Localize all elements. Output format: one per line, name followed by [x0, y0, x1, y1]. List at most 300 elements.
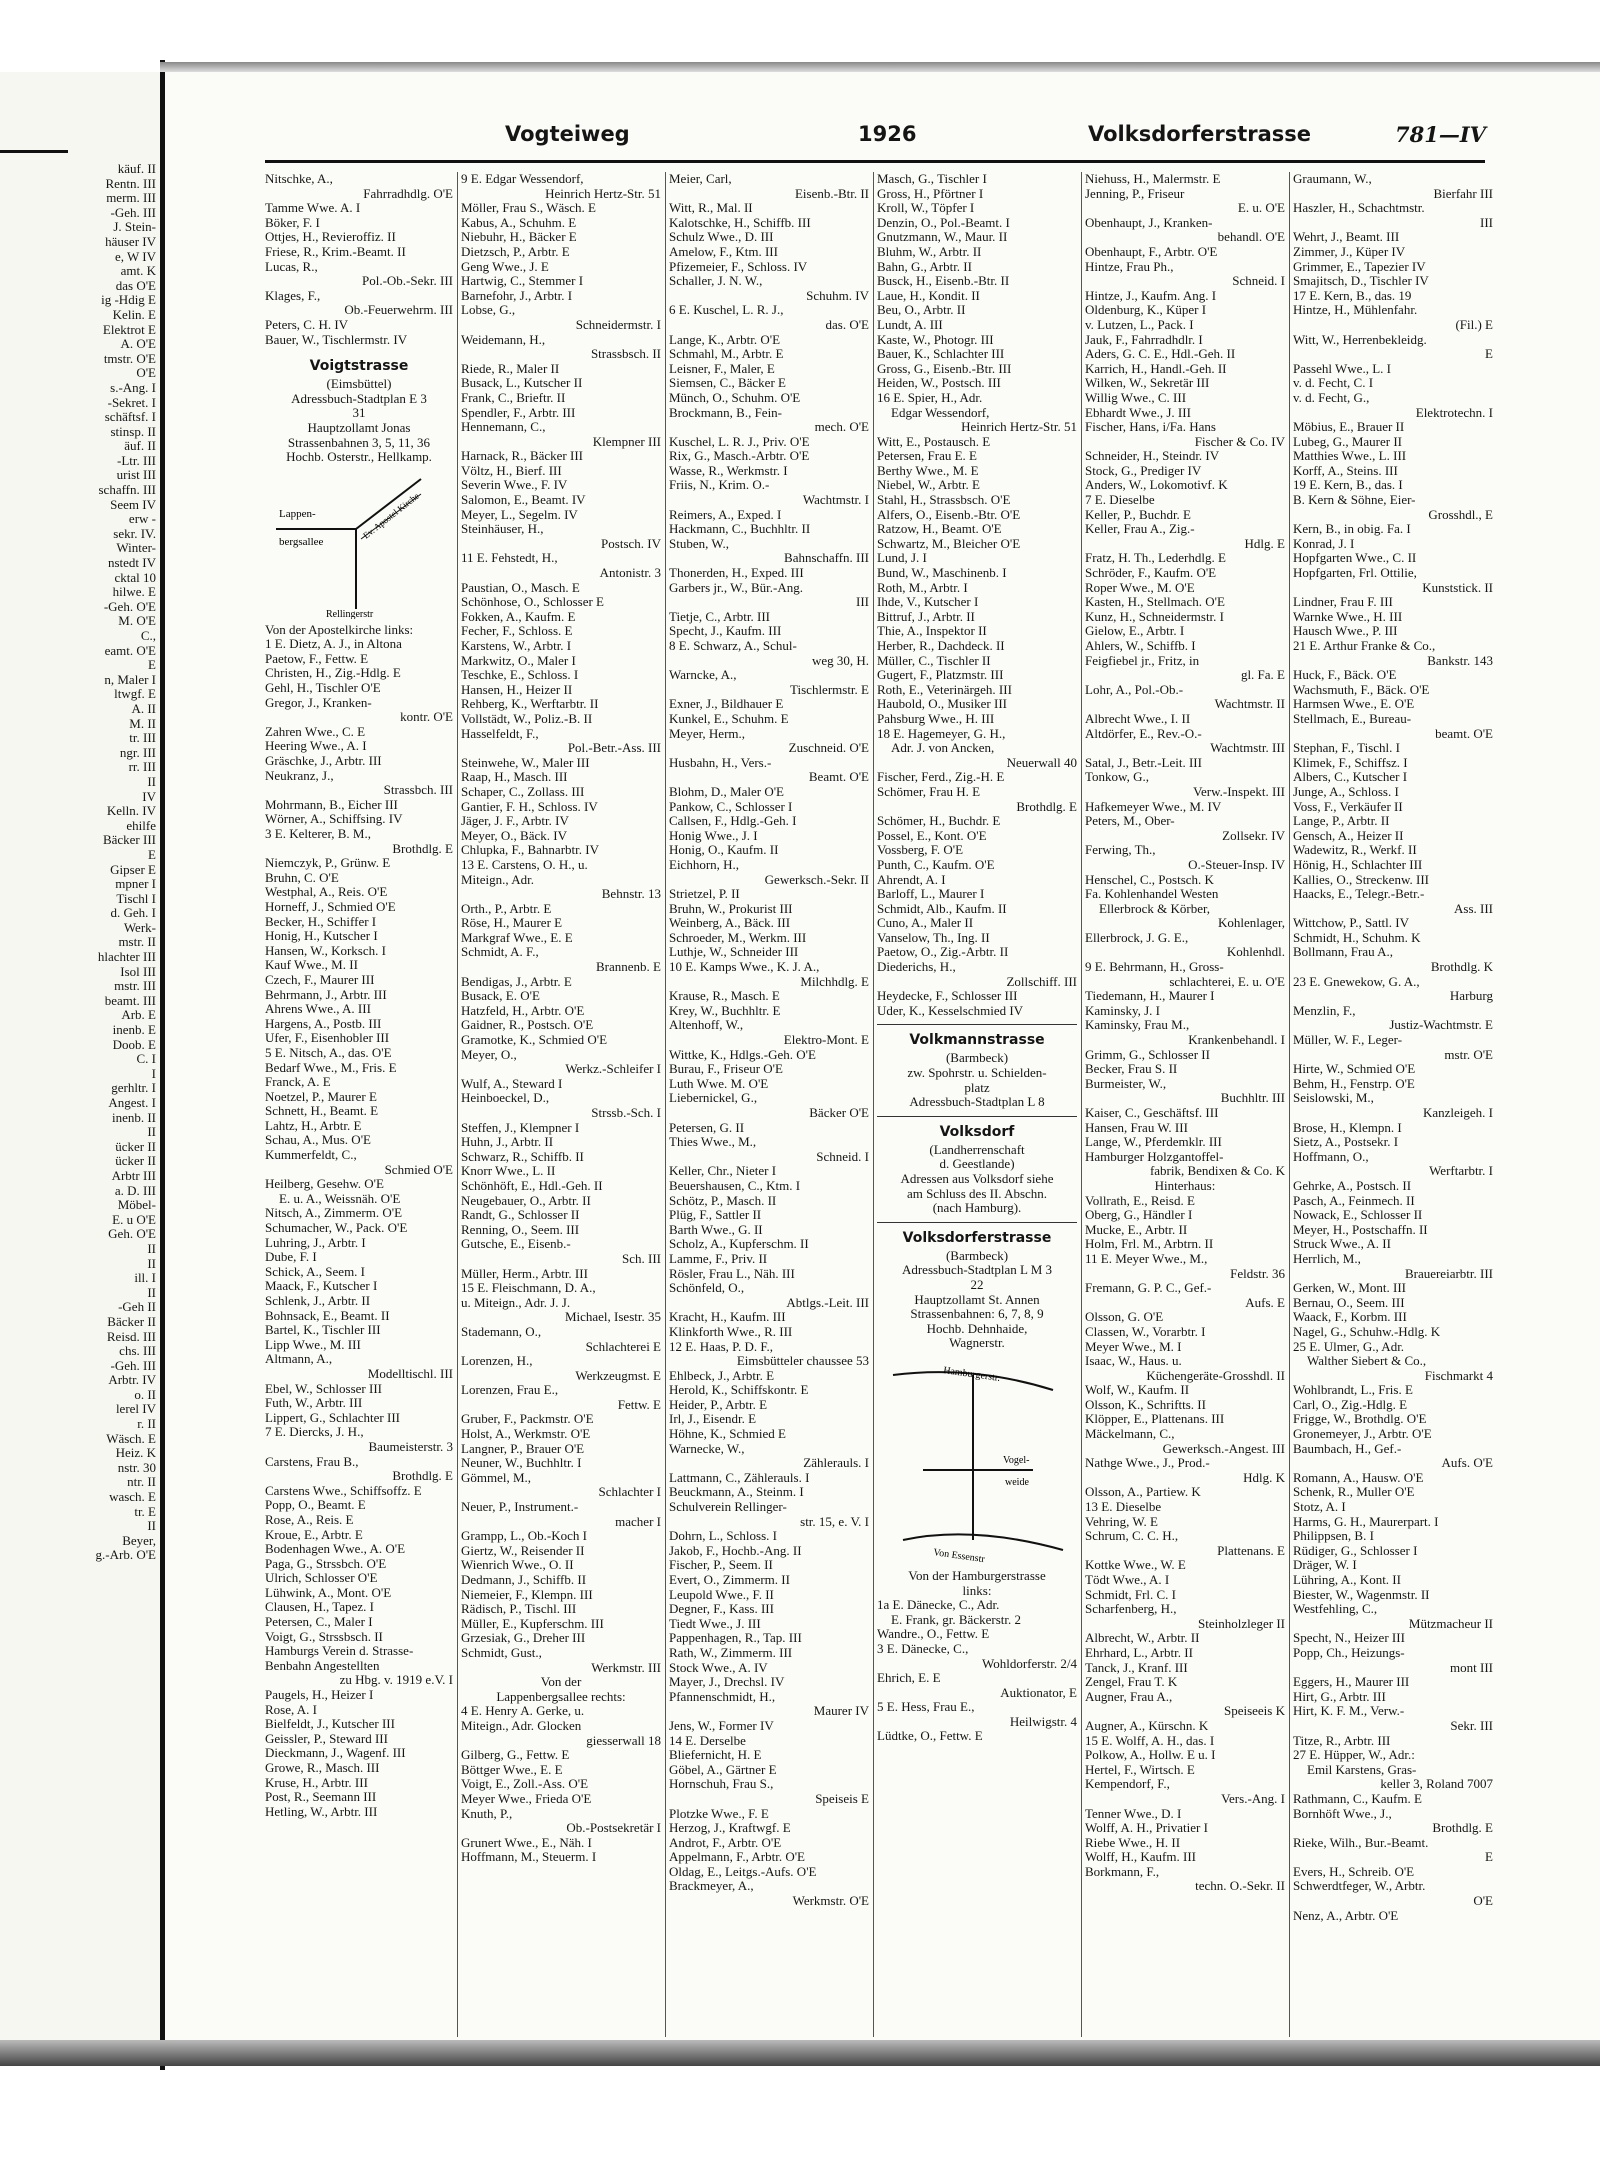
street-info-line: am Schluss des II. Abschn.: [906, 1186, 1048, 1201]
street-info-line: Hochb. Osterstr., Hellkamp.: [286, 450, 432, 465]
directory-entry-line: Müller, W. F., Leger-: [1293, 1033, 1403, 1048]
fragment-line: II: [147, 1240, 156, 1256]
directory-entry-line: Wörner, A., Schiffsing. IV: [265, 812, 403, 827]
fragment-line: tmstr. O'E: [103, 350, 156, 366]
directory-entry-line: Bollmann, Frau A.,: [1293, 945, 1394, 960]
directory-entry-line: Klinkforth Wwe., R. III: [669, 1324, 793, 1339]
fragment-line: -Sekret. I: [107, 394, 156, 410]
directory-entry-line: Rieke, Wilh., Bur.-Beamt.: [1293, 1835, 1429, 1850]
directory-entry-line: Werkzeugmst. E: [575, 1368, 661, 1383]
directory-entry-line: Brauereiarbtr. III: [1404, 1266, 1493, 1281]
map-label-bottom: Von Essenstr: [932, 1547, 986, 1565]
directory-entry-line: Verw.-Inspekt. III: [1193, 784, 1285, 799]
directory-entry-line: Lühwink, A., Mont. O'E: [265, 1585, 392, 1600]
directory-entry-line: Tanck, J., Kranf. III: [1085, 1660, 1188, 1675]
directory-entry-line: Romann, A., Hausw. O'E: [1293, 1470, 1424, 1485]
street-info-line: Strassenbahnen: 6, 7, 8, 9: [910, 1307, 1044, 1322]
directory-entry-line: Brockmann, B., Fein-: [669, 405, 783, 420]
directory-entry-line: Matthies Wwe., L. III: [1293, 449, 1407, 464]
directory-entry-line: Heering Wwe., A. I: [265, 739, 367, 754]
fragment-line: inenb. II: [111, 1109, 156, 1125]
directory-entry-line: Horneff, J., Schmied O'E: [265, 899, 396, 914]
directory-entry-line: Jakob, F., Hochb.-Ang. II: [669, 1543, 802, 1558]
directory-entry-line: Lundt, A. III: [877, 317, 943, 332]
directory-entry-line: Jäger, J. F., Arbtr. IV: [461, 814, 569, 829]
street-sketch-svg: [883, 1355, 1073, 1565]
directory-entry-line: Reimers, A., Exped. I: [669, 507, 782, 522]
directory-entry-line: Post, R., Seemann III: [265, 1790, 377, 1805]
directory-entry-line: Justiz-Wachtmstr. E: [1389, 1018, 1493, 1033]
street-info-line: Adressen aus Volksdorf siehe: [900, 1172, 1054, 1186]
fragment-line: A. II: [131, 700, 156, 716]
directory-entry-line: Tamme Wwe. A. I: [265, 201, 361, 216]
directory-entry-line: Bahn, G., Arbtr. II: [877, 259, 972, 274]
fragment-line: -Geh. III: [110, 1357, 156, 1373]
directory-entry-line: Lund, J. I: [877, 551, 927, 566]
directory-entry-line: Wachtmstr. III: [1210, 741, 1285, 756]
directory-entry-line: Dietzsch, P., Arbtr. E: [461, 244, 570, 259]
directory-entry-line: Wohlbrandt, L., Fris. E: [1293, 1383, 1413, 1398]
fragment-line: II: [147, 1124, 156, 1140]
directory-entry-line: Heiden, W., Postsch. III: [877, 376, 1001, 391]
directory-entry-line: Beuershausen, C., Ktm. I: [669, 1178, 801, 1193]
fragment-line: o. II: [134, 1386, 156, 1402]
directory-entry-line: Rehberg, K., Werftarbtr. II: [461, 697, 599, 712]
fragment-line: ig -Hdig E: [101, 292, 156, 308]
directory-entry-line: Zengel, Frau T. K: [1085, 1675, 1178, 1690]
directory-entry-line: Hopfgarten, Frl. Ottilie,: [1293, 566, 1417, 581]
directory-entry-line: Bliefernicht, H. E: [669, 1748, 762, 1763]
directory-entry-line: Meyer Wwe., Frieda O'E: [461, 1791, 592, 1806]
directory-entry-line: Roth, M., Arbtr. I: [877, 580, 968, 595]
directory-entry-line: Gross, G., Eisenb.-Btr. III: [877, 361, 1012, 376]
scan-edge-top: [160, 62, 1600, 72]
directory-entry-line: Scholz, A., Kupferschm. II: [669, 1237, 809, 1252]
fragment-line: ltwgf. E: [114, 686, 156, 702]
directory-entry-line: Lange, W., Pferdemklr. III: [1085, 1135, 1222, 1150]
street-heading: Volksdorferstrasse: [902, 1229, 1052, 1246]
directory-entry-line: Kabus, A., Schuhm. E: [461, 215, 577, 230]
directory-entry-line: Zollschiff. III: [1006, 974, 1077, 989]
fragment-line: A. O'E: [120, 336, 156, 352]
directory-entry-line: Hetling, W., Arbtr. III: [265, 1804, 378, 1819]
directory-entry-line: Emil Karstens, Gras-: [1307, 1762, 1417, 1777]
directory-entry-line: Biester, W., Wagenmstr. II: [1293, 1587, 1430, 1602]
directory-entry-line: Eisenb.-Btr. II: [794, 186, 869, 201]
fragment-line: Heiz. K: [115, 1445, 156, 1461]
directory-entry-line: Maack, F., Kutscher I: [265, 1279, 378, 1294]
directory-entry-line: Denzin, O., Pol.-Beamt. I: [877, 215, 1010, 230]
directory-entry-line: Wehrt, J., Beamt. III: [1293, 230, 1400, 245]
fragment-line: ücker II: [115, 1138, 156, 1154]
fragment-line: E. u O'E: [112, 1211, 156, 1227]
directory-entry-line: Wolff, H., Kaufm. III: [1085, 1850, 1196, 1865]
directory-entry-line: Meyer, O., Bäck. IV: [461, 828, 567, 843]
directory-entry-line: Ferwing, Th.,: [1085, 843, 1156, 858]
directory-entry-line: Neuerwall 40: [1006, 755, 1077, 770]
directory-entry-line: Buchhltr. III: [1220, 1091, 1285, 1106]
directory-entry-line: Fahrradhdlg. O'E: [363, 186, 453, 201]
directory-entry-line: Nitsch, A., Zimmerm. O'E: [265, 1206, 403, 1221]
directory-entry-line: Röse, H., Maurer E: [461, 916, 563, 931]
directory-entry-line: Gielow, E., Arbtr. I: [1085, 624, 1185, 639]
fragment-line: das O'E: [115, 277, 156, 293]
directory-entry-line: Popp, O., Beamt. E: [265, 1498, 366, 1513]
directory-entry-line: Exner, J., Bildhauer E: [669, 697, 784, 712]
column-rule: [1289, 172, 1290, 2037]
directory-entry-line: Fettw. E: [617, 1397, 661, 1412]
fragment-line: Geh. O'E: [108, 1226, 156, 1242]
directory-entry-line: Bund, W., Maschinenb. I: [877, 566, 1007, 581]
directory-entry-line: Krey, W., Buchhltr. E: [669, 1003, 781, 1018]
directory-entry-line: Brothdlg. K: [1430, 960, 1493, 975]
directory-entry-line: Schröder, F., Kaufm. O'E: [1085, 566, 1217, 581]
directory-entry-line: Callsen, F., Hdlg.-Geh. I: [669, 814, 797, 829]
directory-entry-line: Neukranz, J.,: [265, 768, 334, 783]
directory-entry-line: Czech, F., Maurer III: [265, 972, 375, 987]
directory-entry-line: Maurer IV: [813, 1704, 869, 1719]
directory-entry-line: Vers.-Ang. I: [1221, 1791, 1285, 1806]
directory-entry-line: Karstens, W., Arbtr. I: [461, 639, 572, 653]
directory-entry-line: Anders, W., Lokomotivf. K: [1085, 478, 1228, 493]
directory-entry-line: 3 E. Dänecke, C.,: [877, 1641, 969, 1656]
fragment-line: ngr. III: [119, 744, 156, 760]
directory-entry-line: Dieckmann, J., Wagenf. III: [265, 1746, 406, 1761]
directory-entry-line: Lippert, G., Schlachter III: [265, 1410, 401, 1425]
directory-entry-line: Meyer, O.,: [461, 1047, 517, 1062]
directory-entry-line: Huck, F., Bäck. O'E: [1293, 668, 1397, 683]
directory-entry-line: Junge, A., Schloss. I: [1293, 784, 1399, 799]
fragment-line: C. I: [136, 1051, 156, 1067]
fragment-line: Winter-: [116, 540, 156, 556]
directory-entry-line: Wachsmuth, F., Bäck. O'E: [1293, 682, 1430, 697]
directory-entry-line: das. O'E: [825, 317, 869, 332]
directory-entry-line: Brothdlg. E: [392, 841, 453, 856]
directory-entry-line: Edgar Wessendorf,: [891, 405, 990, 420]
directory-entry-line: Zollsekr. IV: [1222, 828, 1285, 843]
directory-entry-line: Lubeg, G., Maurer II: [1293, 434, 1403, 449]
fragment-line: mpner I: [115, 876, 156, 892]
directory-entry-line: Brothdlg. E: [1432, 1821, 1493, 1836]
directory-entry-line: Fokken, A., Kaufm. E: [461, 609, 576, 624]
fragment-line: chs. III: [119, 1343, 156, 1359]
directory-entry-line: Brose, H., Klempn. I: [1293, 1120, 1402, 1135]
directory-entry-line: Modelltischl. III: [367, 1366, 453, 1381]
directory-entry-line: Fecher, F., Schloss. E: [461, 624, 573, 639]
directory-entry-line: Schömer, Frau H. E: [877, 784, 981, 799]
fragment-line: r. II: [137, 1416, 156, 1432]
directory-entry-line: Vollrath, E., Reisd. E: [1085, 1193, 1195, 1208]
fragment-line: Elektrot E: [102, 321, 156, 337]
directory-entry-line: Schönhose, O., Schlosser E: [461, 595, 604, 610]
directory-entry-line: Herzog, J., Kraftwgf. E: [669, 1821, 791, 1836]
directory-entry-line: Bedarf Wwe., M., Fris. E: [265, 1060, 397, 1075]
directory-entry-line: Aufs. E: [1245, 1295, 1285, 1310]
directory-entry-line: Kunkel, E., Schuhm. E: [669, 711, 789, 726]
directory-entry-line: Vossberg, F. O'E: [877, 843, 964, 858]
directory-entry-line: Laue, H., Kondit. II: [877, 288, 980, 303]
street-info-line: (Barmbeck): [945, 1051, 1009, 1066]
directory-entry-line: Beuckmann, A., Steinm. I: [669, 1485, 804, 1500]
directory-entry-line: Kohlenhdl.: [1226, 945, 1285, 960]
header-page-number: 781—IV: [1395, 122, 1486, 147]
directory-entry-line: Fratz, H. Th., Lederhdlg. E: [1085, 551, 1226, 566]
directory-entry-line: Geissler, P., Steward III: [265, 1731, 388, 1746]
directory-entry-line: Ihde, V., Kutscher I: [877, 595, 979, 610]
directory-entry-line: gl. Fa. E: [1240, 668, 1285, 683]
directory-entry-line: Mützmacheur II: [1408, 1616, 1493, 1631]
directory-entry-line: Ottjes, H., Revieroffiz. II: [265, 230, 396, 245]
directory-entry-line: Kunststick. II: [1422, 580, 1493, 595]
directory-entry-line: Fischer, Ferd., Zig.-H. E: [877, 770, 1005, 785]
directory-entry-line: Werftarbtr. I: [1429, 1164, 1493, 1179]
directory-entry-line: Futh, W., Arbtr. III: [265, 1396, 363, 1411]
directory-entry-line: Karrich, H., Handl.-Geh. II: [1085, 361, 1227, 376]
fragment-line: Seem IV: [110, 496, 156, 512]
directory-entry-line: Schwartz, M., Bleicher O'E: [877, 536, 1021, 551]
fragment-line: schäftsf. I: [104, 409, 156, 425]
directory-entry-line: Ellerbrock & Körber,: [1099, 901, 1211, 916]
directory-entry-line: Luhring, J., Arbtr. I: [265, 1235, 366, 1250]
directory-entry-line: 7 E. Dieselbe: [1085, 493, 1155, 508]
directory-entry-line: Wolff, A. H., Privatier I: [1085, 1821, 1208, 1836]
directory-entry-line: Gnutzmann, W., Maur. II: [877, 230, 1008, 245]
street-info-line: (Eimsbüttel): [326, 377, 392, 392]
directory-entry-line: Garbers jr., W., Bür.-Ang.: [669, 580, 803, 595]
fragment-line: stinsp. II: [110, 423, 156, 439]
directory-entry-line: Barnefohr, J., Arbtr. I: [461, 288, 573, 303]
directory-entry-line: Hoffmann, M., Steuerm. I: [461, 1850, 597, 1865]
directory-entry-line: Vollstädt, W., Poliz.-B. II: [461, 711, 593, 726]
directory-entry-line: Rösler, Frau L., Näh. III: [669, 1266, 795, 1281]
directory-entry-line: Hartwig, C., Stemmer I: [461, 274, 584, 289]
directory-entry-line: Haszler, H., Schachtmstr.: [1293, 201, 1425, 216]
directory-entry-line: schlachterei, E. u. O'E: [1169, 974, 1285, 989]
directory-entry-line: Olsson, G. O'E: [1085, 1310, 1164, 1325]
directory-entry-line: 21 E. Arthur Franke & Co.,: [1293, 639, 1436, 653]
street-info-line: 31: [352, 406, 366, 421]
directory-entry-line: Peters, M., Ober-: [1085, 814, 1175, 829]
directory-entry-line: Gömmel, M.,: [461, 1470, 532, 1485]
directory-entry-line: Grosshdl., E: [1428, 507, 1493, 522]
directory-entry-line: Wohldorferstr. 2/4: [982, 1656, 1077, 1671]
directory-entry-line: Hoffmann, O.,: [1293, 1149, 1369, 1164]
directory-entry-line: Langner, P., Brauer O'E: [461, 1441, 585, 1456]
fragment-line: amt. K: [120, 263, 156, 279]
street-info-line: Adressbuch-Stadtplan L 8: [909, 1095, 1045, 1110]
directory-entry-line: Benbahn Angestellten: [265, 1658, 380, 1673]
section-divider: [877, 1018, 1077, 1025]
directory-entry-line: Grunert Wwe., E., Näh. I: [461, 1835, 592, 1850]
directory-entry-line: Obenhaupt, J., Kranken-: [1085, 215, 1213, 230]
directory-entry-line: Strassbch. III: [383, 783, 453, 798]
directory-entry-line: Beamt. O'E: [808, 770, 869, 785]
directory-entry-line: Lamme, F., Priv. II: [669, 1251, 768, 1266]
directory-entry-line: Blohm, D., Maler O'E: [669, 784, 784, 799]
directory-entry-line: Polkow, A., Hollw. E u. I: [1085, 1748, 1216, 1763]
directory-entry-line: O.-Steuer-Insp. IV: [1188, 857, 1285, 872]
directory-entry-line: Ehrich, E. E: [877, 1671, 941, 1686]
directory-entry-line: Rüdiger, G., Schlosser I: [1293, 1543, 1418, 1558]
directory-entry-line: Schmidt, A. F.,: [461, 945, 539, 960]
directory-entry-line: Schnett, H., Beamt. E: [265, 1104, 379, 1119]
directory-entry-line: Stock Wwe., A. IV: [669, 1660, 768, 1675]
directory-entry-line: behandl. O'E: [1217, 230, 1285, 245]
directory-entry-line: Nitschke, A.,: [265, 172, 333, 186]
directory-entry-line: Bernau, O., Seem. III: [1293, 1295, 1405, 1310]
directory-entry-line: Oberg, G., Händler I: [1085, 1208, 1193, 1223]
directory-entry-line: Ratzow, H., Beamt. O'E: [877, 522, 1002, 537]
directory-entry-line: 27 E. Hüpper, W., Adr.:: [1293, 1748, 1415, 1763]
fragment-line: -Geh II: [118, 1299, 156, 1315]
directory-entry-line: 11 E. Fehstedt, H.,: [461, 551, 558, 566]
fragment-line: Möbel-: [117, 1197, 156, 1213]
directory-entry-line: Brothdlg. E: [1016, 799, 1077, 814]
directory-entry-line: Krause, R., Masch. E: [669, 989, 780, 1004]
directory-entry-line: Cuno, A., Maler II: [877, 916, 974, 931]
directory-entry-line: Bittruf, J., Arbtr. II: [877, 609, 975, 624]
directory-entry-line: Ufer, F., Eisenhobler III: [265, 1031, 390, 1046]
directory-entry-line: Korff, A., Steins. III: [1293, 463, 1398, 478]
directory-entry-line: 16 E. Spier, H., Adr.: [877, 390, 983, 405]
fragment-line: -Geh. O'E: [103, 598, 156, 614]
directory-entry-line: Müller, C., Tischler II: [877, 653, 991, 668]
directory-entry-line: Lohr, A., Pol.-Ob.-: [1085, 682, 1184, 697]
directory-entry-line: Philippsen, B. I: [1293, 1529, 1374, 1544]
directory-entry-line: Schönfeld, O.,: [669, 1281, 745, 1296]
directory-entry-line: Olsson, K., Schriftts. II: [1085, 1397, 1206, 1412]
directory-entry-line: Höhne, K., Schmied E: [669, 1427, 786, 1442]
directory-entry-line: Grimm, G., Schlosser II: [1085, 1047, 1210, 1062]
directory-entry-line: Degner, F., Kass. III: [669, 1602, 774, 1617]
directory-entry-line: Peters, C. H. IV: [265, 317, 349, 332]
directory-entry-line: Ebel, W., Schlosser III: [265, 1381, 382, 1396]
directory-entry-line: Altdörfer, E., Rev.-O.-: [1085, 726, 1202, 741]
directory-entry-line: Wandre., O., Fettw. E: [877, 1627, 990, 1642]
fragment-line: E: [148, 657, 156, 673]
fragment-line: d. Geh. I: [110, 905, 156, 921]
directory-entry-line: Schlachter I: [598, 1485, 661, 1500]
directory-entry-line: Warncke, A.,: [669, 668, 737, 683]
fragment-line: Angest. I: [108, 1095, 156, 1110]
directory-entry-line: Kallies, O., Streckenw. III: [1293, 872, 1429, 887]
directory-entry-line: Hausch Wwe., P. III: [1293, 624, 1398, 639]
directory-entry-line: Zählerauls. I: [803, 1456, 869, 1471]
directory-entry-line: Augner, Frau A.,: [1085, 1689, 1173, 1704]
directory-entry-line: Bahnschaffn. III: [784, 551, 869, 566]
street-info-line: Hochb. Dehnhaide,: [926, 1321, 1028, 1336]
directory-entry-line: Friis, N., Krim. O.-: [669, 478, 770, 493]
directory-entry-line: Sekr. III: [1450, 1718, 1493, 1733]
directory-entry-line: Schlachterei E: [585, 1339, 661, 1354]
directory-entry-line: Heinrich Hertz-Str. 51: [545, 186, 661, 201]
directory-entry-line: Michael, Isestr. 35: [564, 1310, 661, 1325]
fragment-line: M. O'E: [118, 613, 156, 629]
directory-entry-line: Böker, F. I: [265, 215, 320, 230]
street-info-line: Lappenbergsallee rechts:: [496, 1689, 626, 1704]
directory-column-5: [1085, 172, 1285, 2037]
fragment-line: O'E: [136, 365, 156, 381]
directory-entry-line: Petersen, Frau E. E: [877, 449, 978, 464]
fragment-line: merm. III: [106, 190, 156, 206]
directory-entry-line: Albrecht, W., Arbtr. II: [1085, 1631, 1200, 1646]
directory-entry-line: Fa. Kohlenhandel Westen: [1085, 887, 1219, 902]
directory-entry-line: Bornhöft Wwe., J.,: [1293, 1806, 1392, 1821]
street-info-line: Wagnerstr.: [949, 1336, 1005, 1351]
directory-entry-line: Uder, K., Kesselschmied IV: [877, 1003, 1024, 1018]
directory-entry-line: Fremann, G. P. C., Gef.-: [1085, 1281, 1212, 1296]
directory-entry-line: Bodenhagen Wwe., A. O'E: [265, 1542, 406, 1557]
directory-entry-line: Voigt, E., Zoll.-Ass. O'E: [461, 1777, 589, 1792]
fragment-line: nstr. 30: [117, 1459, 156, 1475]
directory-entry-line: Pol.-Ob.-Sekr. III: [362, 274, 453, 289]
directory-entry-line: Hönig, H., Schlachter III: [1293, 857, 1423, 872]
directory-entry-line: Grampp, L., Ob.-Koch I: [461, 1529, 587, 1544]
directory-entry-line: Huhn, J., Arbtr. II: [461, 1135, 554, 1150]
directory-entry-line: Paustian, O., Masch. E: [461, 580, 580, 595]
fragment-line: Kelin. E: [112, 306, 156, 322]
fragment-line: s.-Ang. I: [110, 379, 156, 395]
street-heading: Volkmannstrasse: [909, 1032, 1045, 1049]
directory-entry-line: Lüdtke, O., Fettw. E: [877, 1729, 983, 1744]
directory-entry-line: (Fil.) E: [1455, 317, 1493, 332]
directory-entry-line: Raap, H., Masch. III: [461, 770, 568, 785]
directory-entry-line: Aders, G. C. E., Hdl.-Geh. II: [1085, 347, 1236, 362]
directory-entry-line: Hintze, J., Kaufm. Ang. I: [1085, 288, 1217, 303]
directory-entry-line: 1a E. Dänecke, C., Adr.: [877, 1598, 1000, 1613]
scan-edge-bottom: [0, 2040, 1600, 2066]
directory-entry-line: Hertel, F., Wirtsch. E: [1085, 1762, 1195, 1777]
directory-entry-line: III: [1480, 215, 1493, 230]
directory-entry-line: Diederichs, H.,: [877, 960, 956, 975]
directory-entry-line: Heilwigstr. 4: [1009, 1714, 1077, 1729]
directory-entry-line: Bruhn, W., Prokurist III: [669, 901, 793, 916]
directory-entry-line: Eimsbütteler chaussee 53: [736, 1354, 869, 1369]
directory-entry-line: Randt, G., Schlosser II: [461, 1208, 580, 1223]
fragment-line: Tischl I: [116, 890, 156, 906]
directory-entry-line: Meyer Wwe., M. I: [1085, 1339, 1182, 1354]
fragment-line: mstr. III: [114, 978, 156, 994]
directory-entry-line: Fischer & Co. IV: [1194, 434, 1285, 449]
directory-entry-line: Gutsche, E., Eisenb.-: [461, 1237, 571, 1252]
column-rule: [665, 172, 666, 2037]
directory-entry-line: Stephan, F., Tischl. I: [1293, 741, 1400, 756]
street-sketch-voigtstrasse: [271, 469, 447, 619]
fragment-line: ehilfe: [126, 817, 156, 833]
directory-entry-line: 9 E. Behrmann, H., Gross-: [1085, 960, 1224, 975]
directory-entry-line: Heider, P., Arbtr. E: [669, 1397, 768, 1412]
fragment-line: Beyer,: [122, 1532, 156, 1548]
directory-entry-line: Strassbsch. II: [590, 347, 661, 362]
directory-entry-line: Steffen, J., Klempner I: [461, 1120, 580, 1135]
directory-entry-line: Plüg, F., Sattler II: [669, 1208, 762, 1223]
directory-entry-line: Irl, J., Eisendr. E: [669, 1412, 757, 1427]
street-info-line: platz: [964, 1080, 990, 1095]
directory-entry-line: 15 E. Fleischmann, D. A.,: [461, 1281, 596, 1296]
directory-entry-line: Wachtmstr. II: [1214, 697, 1285, 712]
directory-entry-line: Frigge, W., Brothdlg. O'E: [1293, 1412, 1427, 1427]
directory-entry-line: Kempendorf, F.,: [1085, 1777, 1170, 1792]
directory-entry-line: Ahlers, W., Schiffb. I: [1085, 639, 1196, 653]
directory-entry-line: Rädisch, P., Tischl. III: [461, 1602, 577, 1617]
directory-entry-line: Gewerksch.-Angest. III: [1162, 1441, 1285, 1456]
fragment-text: [0, 162, 160, 1563]
directory-entry-line: Hafkemeyer Wwe., M. IV: [1085, 799, 1222, 814]
directory-entry-line: Riebe Wwe., H. II: [1085, 1835, 1181, 1850]
directory-entry-line: Voss, F., Verkäufer II: [1293, 799, 1403, 814]
fragment-line: Isol III: [120, 963, 156, 979]
directory-entry-line: Passehl Wwe., L. I: [1293, 361, 1391, 376]
